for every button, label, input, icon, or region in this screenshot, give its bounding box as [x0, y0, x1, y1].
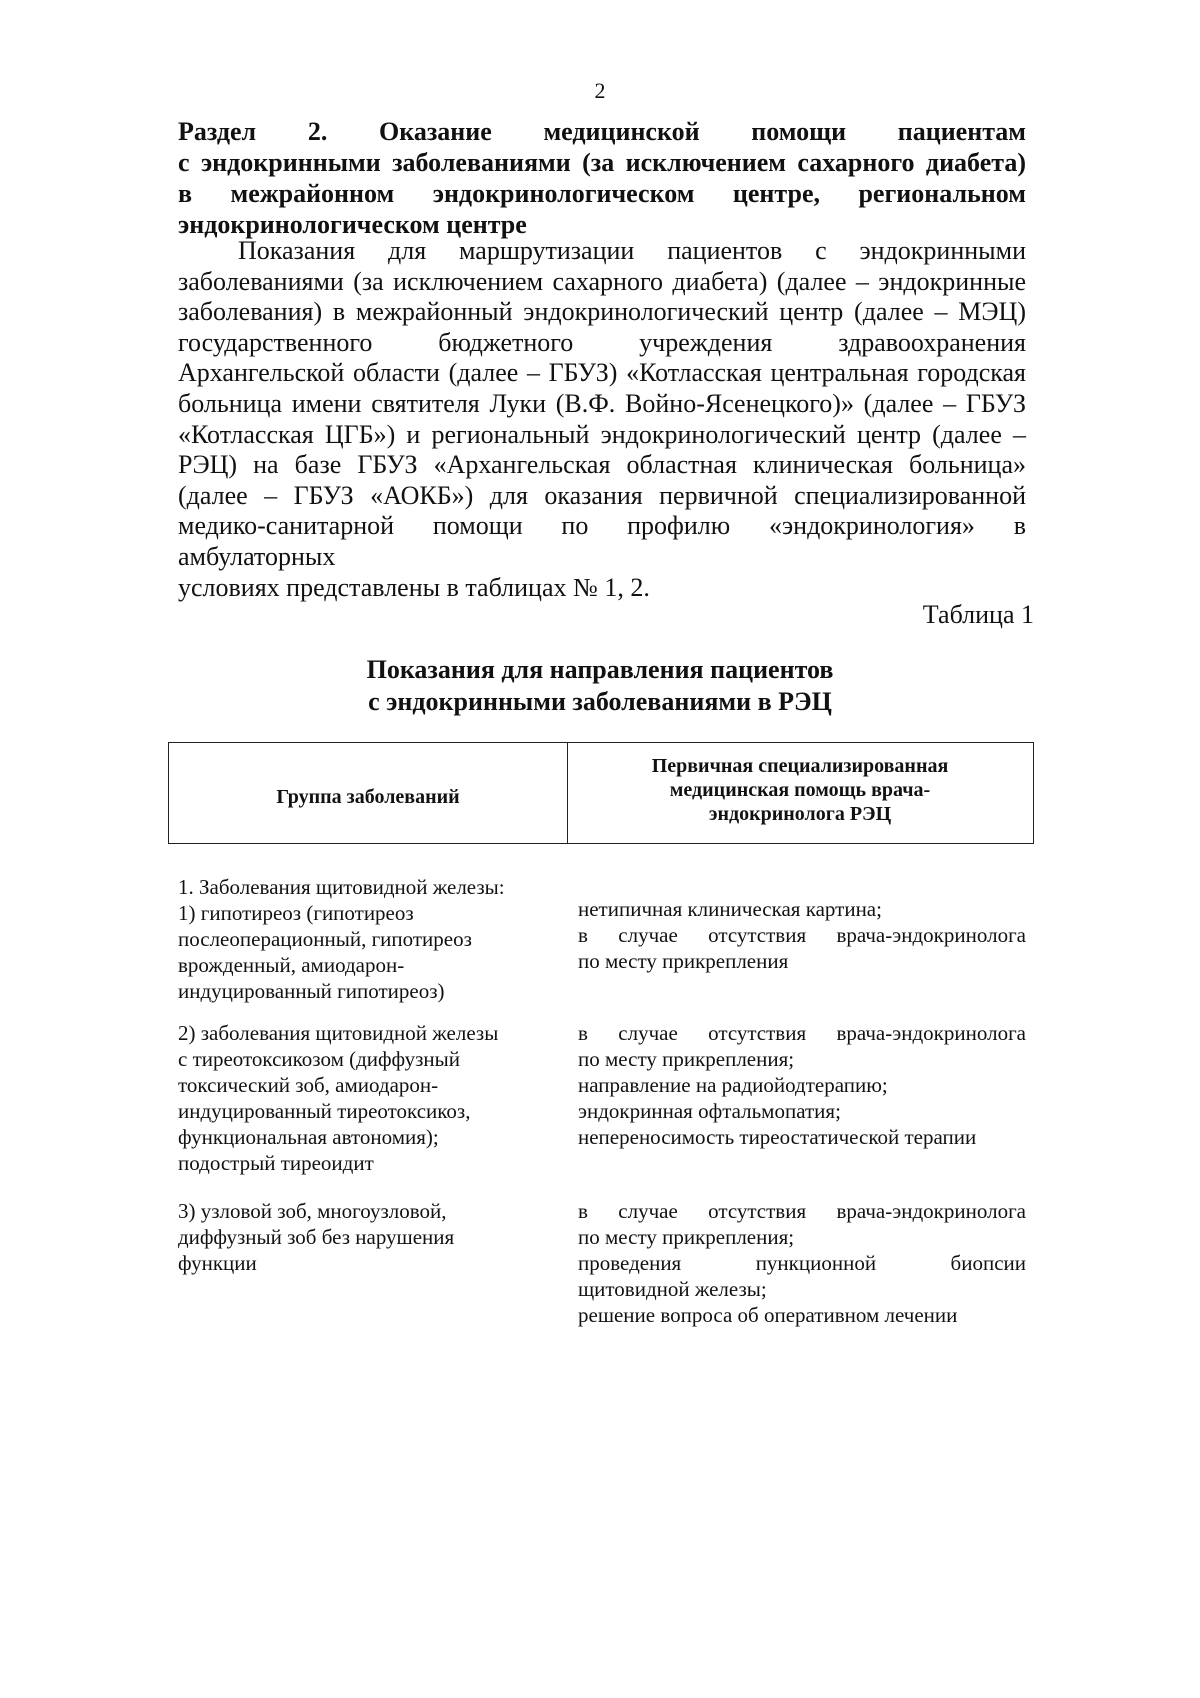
- column-header-disease-group: Группа заболеваний: [276, 785, 460, 808]
- intro-line: больница имени святителя Луки (В.Ф. Войно-Ясенецкого)» (далее – ГБУЗ: [178, 388, 1026, 418]
- intro-line: Показания для маршрутизации пациентов с эндокринными: [238, 236, 1026, 265]
- table-title-line: с эндокринными заболеваниями в РЭЦ: [368, 687, 832, 716]
- cell-line: в случае отсутствия врача-эндокринолога: [578, 1199, 1026, 1223]
- indication-cell: [578, 896, 1026, 974]
- cell-line: индуцированный гипотиреоз): [178, 979, 445, 1003]
- cell-line: в случае отсутствия врача-эндокринолога: [578, 1021, 1026, 1045]
- cell-line: в случае отсутствия врача-эндокринолога: [578, 923, 1026, 947]
- cell-line: функции: [178, 1251, 257, 1275]
- intro-line: «Котласская ЦГБ») и региональный эндокринологический центр (далее –: [178, 419, 1026, 449]
- cell-line: токсический зоб, амиодарон-: [178, 1073, 439, 1097]
- section-title-line: эндокринологическом центре: [178, 210, 527, 239]
- cell-line: 2) заболевания щитовидной железы: [178, 1021, 499, 1045]
- column-header-line: Первичная специализированная: [651, 755, 949, 777]
- column-divider: [567, 743, 568, 843]
- cell-line: диффузный зоб без нарушения: [178, 1225, 455, 1249]
- cell-line: проведения пункционной биопсии: [578, 1251, 1026, 1275]
- intro-line: медико-санитарной помощи по профилю «эндокринология» в амбулаторных: [178, 511, 1026, 571]
- table-title-line: Показания для направления пациентов: [366, 655, 834, 684]
- intro-line: (далее – ГБУЗ «АОКБ») для оказания первичной специализированной: [178, 480, 1026, 510]
- section-title-line: Раздел 2. Оказание медицинской помощи пациентам: [178, 117, 1026, 146]
- cell-line: по месту прикрепления;: [578, 1047, 795, 1071]
- disease-group-cell: [178, 874, 548, 1004]
- cell-line: индуцированный тиреотоксикоз,: [178, 1099, 471, 1123]
- cell-line: врожденный, амиодарон-: [178, 953, 405, 977]
- table-title: [0, 654, 1200, 718]
- cell-line: функциональная автономия);: [178, 1125, 439, 1149]
- table-header: [168, 742, 1034, 844]
- cell-line: эндокринная офтальмопатия;: [578, 1099, 841, 1123]
- cell-line: щитовидной железы;: [578, 1277, 767, 1301]
- indication-cell: [578, 1020, 1026, 1150]
- disease-group-cell: [178, 1020, 548, 1176]
- cell-line: с тиреотоксикозом (диффузный: [178, 1047, 460, 1071]
- column-header-care: [569, 743, 1031, 843]
- intro-line: заболевания) в межрайонный эндокринологический центр (далее – МЭЦ): [178, 297, 1026, 327]
- cell-line: подострый тиреоидит: [178, 1151, 374, 1175]
- cell-line: решение вопроса об оперативном лечении: [578, 1303, 958, 1327]
- intro-line: государственного бюджетного учреждения здравоохранения: [178, 327, 1026, 357]
- page-number: 2: [594, 78, 606, 103]
- cell-line: 3) узловой зоб, многоузловой,: [178, 1199, 447, 1223]
- disease-group-cell: [178, 1198, 548, 1276]
- intro-paragraph: [178, 236, 1026, 603]
- section-title-line: с эндокринными заболеваниями (за исключением сахарного диабета): [178, 148, 1026, 177]
- cell-line: направление на радиойодтерапию;: [578, 1073, 888, 1097]
- cell-line: 1. Заболевания щитовидной железы:: [178, 875, 505, 899]
- column-header-line: медицинская помощь врача-: [669, 779, 931, 801]
- section-title-line: в межрайонном эндокринологическом центре, региональном: [178, 179, 1026, 208]
- cell-line: нетипичная клиническая картина;: [578, 897, 882, 921]
- cell-line: 1) гипотиреоз (гипотиреоз: [178, 901, 414, 925]
- cell-line: послеоперационный, гипотиреоз: [178, 927, 472, 951]
- intro-line: условиях представлены в таблицах № 1, 2.: [178, 572, 650, 602]
- table-label: Таблица 1: [922, 600, 1034, 629]
- column-header-line: эндокринолога РЭЦ: [708, 803, 892, 825]
- intro-line: Архангельской области (далее – ГБУЗ) «Котласская центральная городская: [178, 358, 1026, 388]
- indication-cell: [578, 1198, 1026, 1328]
- intro-line: заболеваниями (за исключением сахарного диабета) (далее – эндокринные: [178, 266, 1026, 296]
- cell-line: по месту прикрепления;: [578, 1225, 795, 1249]
- intro-line: РЭЦ) на базе ГБУЗ «Архангельская областная клиническая больница»: [178, 450, 1026, 480]
- cell-line: непереносимость тиреостатической терапии: [578, 1125, 977, 1149]
- cell-line: по месту прикрепления: [578, 949, 789, 973]
- section-title: [178, 116, 1026, 240]
